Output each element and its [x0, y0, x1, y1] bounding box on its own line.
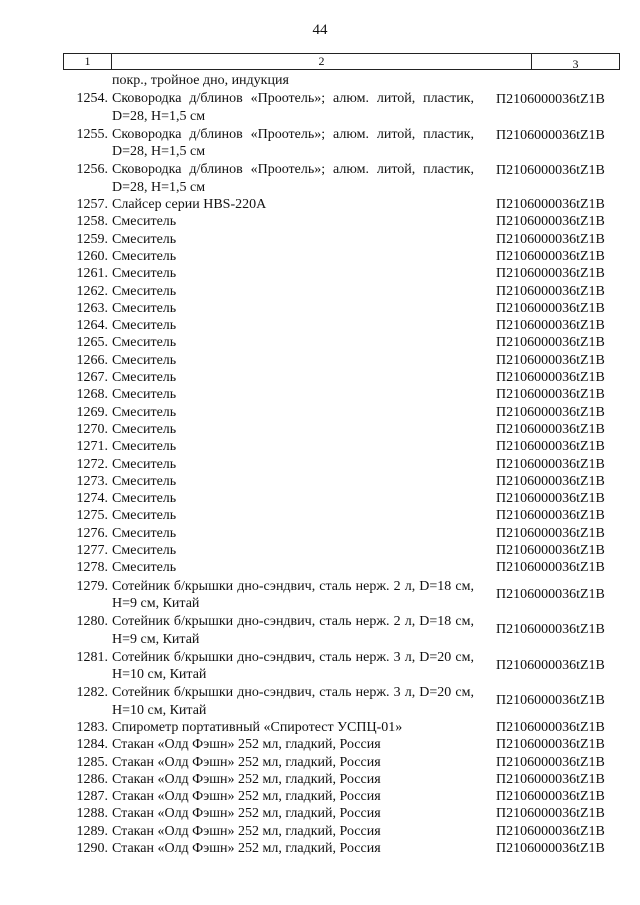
row-code: П2106000036tZ1B	[496, 789, 605, 805]
table-row	[63, 578, 620, 613]
row-description: Стакан «Олд Фэшн» 252 мл, гладкий, Россия	[112, 806, 381, 822]
table-row	[63, 196, 620, 213]
row-description: Смеситель	[112, 560, 177, 576]
row-code: П2106000036tZ1B	[496, 456, 605, 472]
row-description: Смеситель	[112, 525, 177, 541]
table-row	[63, 386, 620, 403]
table-row	[63, 90, 620, 125]
row-code: П2106000036tZ1B	[496, 404, 605, 420]
row-number: 1267.	[76, 370, 108, 386]
row-description: Смеситель	[112, 370, 177, 386]
row-description: Сотейник б/крышки дно-сэндвич, сталь нерж. 2 л, D=18 см, H=9 см, Китай	[112, 614, 474, 647]
row-number: 1284.	[76, 737, 108, 753]
row-number: 1282.	[76, 685, 108, 701]
row-description: Смеситель	[112, 300, 177, 316]
row-description: Смеситель	[112, 231, 177, 247]
table-row	[63, 352, 620, 369]
row-number: 1272.	[76, 456, 108, 472]
row-number: 1274.	[76, 491, 108, 507]
table-row	[63, 613, 620, 648]
table-row	[63, 404, 620, 421]
row-description: Сковородка д/блинов «Проотель»; алюм. литой, пластик, D=28, H=1,5 см	[112, 126, 474, 160]
table-row	[63, 248, 620, 265]
row-description: Смеситель	[112, 421, 177, 437]
row-description: Смеситель	[112, 404, 177, 420]
row-number: 1285.	[76, 754, 108, 770]
row-number: 1266.	[76, 352, 108, 368]
row-code: П2106000036tZ1B	[496, 421, 605, 437]
row-number: 1264.	[76, 318, 108, 334]
table-row	[63, 369, 620, 386]
table-row	[63, 126, 620, 161]
row-code: П2106000036tZ1B	[496, 92, 605, 108]
row-description: Смеситель	[112, 543, 177, 559]
row-code: П2106000036tZ1B	[496, 473, 605, 489]
row-code: П2106000036tZ1B	[496, 163, 605, 179]
row-code: П2106000036tZ1B	[496, 231, 605, 247]
table-row	[63, 559, 620, 576]
row-number: 1254.	[76, 91, 108, 107]
table-row	[63, 438, 620, 455]
row-number: 1278.	[76, 560, 108, 576]
row-number: 1265.	[76, 335, 108, 351]
row-description: Спирометр портативный «Спиротест УСПЦ-01»	[112, 719, 403, 735]
table-row	[63, 213, 620, 230]
row-code: П2106000036tZ1B	[496, 622, 605, 638]
row-description: Сотейник б/крышки дно-сэндвич, сталь нерж. 3 л, D=20 см, H=10 см, Китай	[112, 685, 474, 718]
column-header-2: 2	[112, 54, 532, 69]
row-number: 1290.	[76, 841, 108, 857]
row-number: 1280.	[76, 614, 108, 630]
row-description: Сковородка д/блинов «Проотель»; алюм. литой, пластик, D=28, H=1,5 см	[112, 162, 474, 195]
row-description: Слайсер серии HBS-220A	[112, 197, 267, 213]
table-body	[63, 72, 620, 857]
row-code: П2106000036tZ1B	[496, 387, 605, 403]
row-code: П2106000036tZ1B	[496, 806, 605, 822]
row-number: 1263.	[76, 300, 108, 316]
row-number: 1269.	[76, 404, 108, 420]
row-number: 1275.	[76, 508, 108, 524]
row-number: 1256.	[76, 162, 108, 178]
table-row	[63, 719, 620, 736]
row-description: Стакан «Олд Фэшн» 252 мл, гладкий, Россия	[112, 789, 381, 805]
row-code: П2106000036tZ1B	[496, 127, 605, 143]
row-number: 1289.	[76, 823, 108, 839]
row-number: 1273.	[76, 473, 108, 489]
row-code: П2106000036tZ1B	[496, 335, 605, 351]
row-code: П2106000036tZ1B	[496, 737, 605, 753]
row-description: Смеситель	[112, 266, 177, 282]
row-code: П2106000036tZ1B	[496, 197, 605, 213]
row-description: Сковородка д/блинов «Проотель»; алюм. литой, пластик, D=28, H=1,5 см	[112, 91, 474, 124]
row-number: 1288.	[76, 806, 108, 822]
table-row	[63, 456, 620, 473]
table-row	[63, 161, 620, 196]
table-row	[63, 754, 620, 771]
row-code: П2106000036tZ1B	[496, 693, 605, 709]
row-number: 1259.	[76, 231, 108, 247]
row-code: П2106000036tZ1B	[496, 266, 605, 282]
row-description: Смеситель	[112, 491, 177, 507]
row-code: П2106000036tZ1B	[496, 841, 605, 857]
page-number: 44	[312, 22, 328, 38]
row-description: Стакан «Олд Фэшн» 252 мл, гладкий, Россия	[112, 841, 381, 857]
row-description: покр., тройное дно, индукция	[112, 73, 289, 88]
row-number	[63, 72, 112, 89]
row-description: Смеситель	[112, 318, 177, 334]
row-description: Сотейник б/крышки дно-сэндвич, сталь нерж. 3 л, D=20 см, H=10 см, Китай	[112, 649, 474, 683]
row-code: П2106000036tZ1B	[496, 300, 605, 316]
row-description: Смеситель	[112, 352, 177, 368]
table-row	[63, 649, 620, 684]
table-row	[63, 317, 620, 334]
row-description: Смеситель	[112, 214, 177, 230]
row-number: 1255.	[76, 126, 108, 142]
row-code: П2106000036tZ1B	[496, 318, 605, 334]
row-number: 1258.	[76, 214, 108, 230]
row-description: Стакан «Олд Фэшн» 252 мл, гладкий, Россия	[112, 737, 381, 753]
table-row	[63, 542, 620, 559]
row-code: П2106000036tZ1B	[496, 283, 605, 299]
row-code: П2106000036tZ1B	[496, 771, 605, 787]
table-row	[63, 788, 620, 805]
row-number: 1279.	[76, 578, 108, 594]
row-code: П2106000036tZ1B	[496, 586, 605, 602]
row-number: 1287.	[76, 789, 108, 805]
row-code: П2106000036tZ1B	[496, 248, 605, 264]
table-row	[63, 334, 620, 351]
row-description: Смеситель	[112, 439, 177, 455]
row-number: 1257.	[76, 197, 108, 213]
row-code: П2106000036tZ1B	[496, 560, 605, 576]
row-number: 1271.	[76, 439, 108, 455]
row-number: 1261.	[76, 266, 108, 282]
row-description: Смеситель	[112, 387, 177, 403]
table-row	[63, 265, 620, 282]
table-row	[63, 473, 620, 490]
table-row	[63, 283, 620, 300]
row-code: П2106000036tZ1B	[496, 754, 605, 770]
row-description: Смеситель	[112, 248, 177, 264]
row-number: 1268.	[76, 387, 108, 403]
table-row	[63, 490, 620, 507]
table-row	[63, 231, 620, 248]
row-description: Смеситель	[112, 456, 177, 472]
row-number: 1262.	[76, 283, 108, 299]
row-code: П2106000036tZ1B	[496, 543, 605, 559]
table-row	[63, 840, 620, 857]
row-code: П2106000036tZ1B	[496, 719, 605, 735]
row-code: П2106000036tZ1B	[496, 439, 605, 455]
row-description: Смеситель	[112, 335, 177, 351]
table-row	[63, 771, 620, 788]
table-row	[63, 736, 620, 753]
row-number: 1281.	[76, 649, 108, 665]
row-number: 1277.	[76, 543, 108, 559]
table-row	[63, 805, 620, 822]
column-header-3: 3	[572, 57, 579, 71]
table-row	[63, 684, 620, 719]
table-row	[63, 507, 620, 524]
row-description: Стакан «Олд Фэшн» 252 мл, гладкий, Россия	[112, 754, 381, 770]
row-code: П2106000036tZ1B	[496, 491, 605, 507]
table-row	[63, 300, 620, 317]
row-code: П2106000036tZ1B	[496, 525, 605, 541]
column-header-1: 1	[64, 54, 112, 69]
row-code: П2106000036tZ1B	[496, 823, 605, 839]
row-code: П2106000036tZ1B	[496, 657, 605, 673]
row-description: Стакан «Олд Фэшн» 252 мл, гладкий, Россия	[112, 823, 381, 839]
row-description: Сотейник б/крышки дно-сэндвич, сталь нерж. 2 л, D=18 см, H=9 см, Китай	[112, 578, 474, 611]
row-description: Смеситель	[112, 508, 177, 524]
row-code: П2106000036tZ1B	[496, 214, 605, 230]
row-code: П2106000036tZ1B	[496, 508, 605, 524]
table-row	[63, 823, 620, 840]
row-description: Стакан «Олд Фэшн» 252 мл, гладкий, Россия	[112, 771, 381, 787]
row-code: П2106000036tZ1B	[496, 370, 605, 386]
table-row	[63, 421, 620, 438]
table-header	[63, 53, 620, 70]
table-row-continuation	[63, 72, 620, 89]
row-description: Смеситель	[112, 283, 177, 299]
row-number: 1283.	[76, 719, 108, 735]
row-number: 1276.	[76, 525, 108, 541]
row-number: 1260.	[76, 248, 108, 264]
row-number: 1286.	[76, 771, 108, 787]
row-number: 1270.	[76, 421, 108, 437]
row-description: Смеситель	[112, 473, 177, 489]
row-code: П2106000036tZ1B	[496, 352, 605, 368]
table-row	[63, 525, 620, 542]
